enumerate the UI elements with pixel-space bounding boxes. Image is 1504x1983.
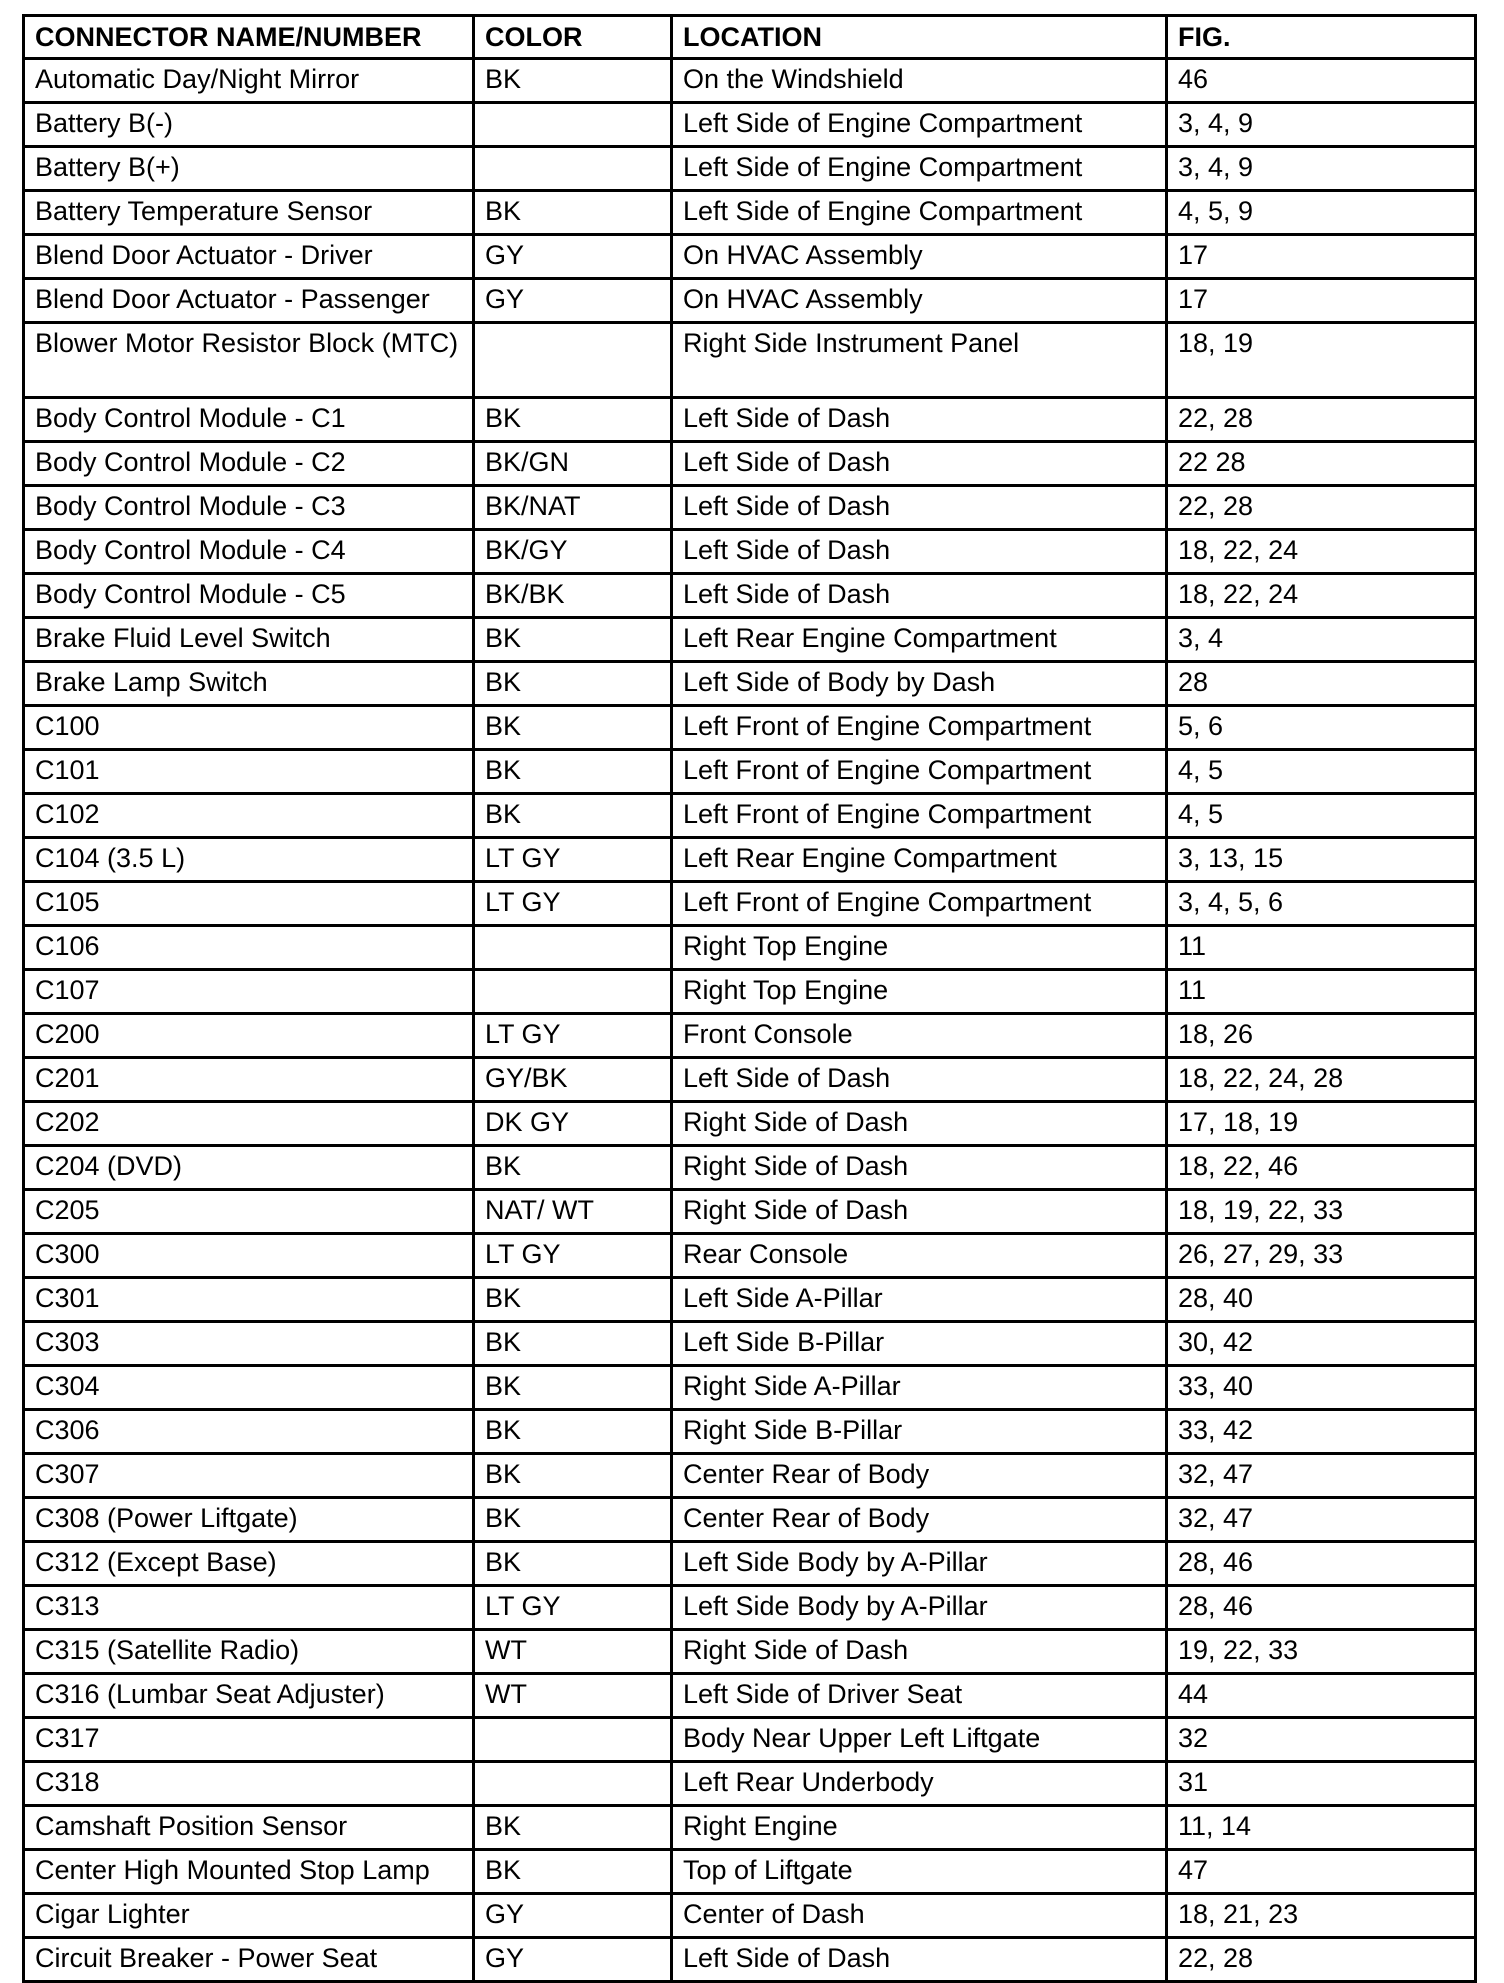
cell-location: Left Side A-Pillar [672,1278,1167,1322]
cell-location: Right Side of Dash [672,1146,1167,1190]
cell-location: Left Side of Dash [672,442,1167,486]
cell-color: BK [474,1366,672,1410]
cell-fig: 11 [1167,926,1476,970]
table-row [24,103,1476,147]
cell-location: Left Rear Underbody [672,1762,1167,1806]
table-row [24,794,1476,838]
cell-fig: 4, 5 [1167,750,1476,794]
cell-color [474,926,672,970]
cell-location: Left Side of Dash [672,1938,1167,1982]
cell-fig: 31 [1167,1762,1476,1806]
cell-fig: 32, 47 [1167,1498,1476,1542]
cell-connector-name: C316 (Lumbar Seat Adjuster) [24,1674,474,1718]
cell-location: Left Front of Engine Compartment [672,794,1167,838]
table-row [24,926,1476,970]
cell-color: BK [474,1850,672,1894]
table-row [24,530,1476,574]
cell-fig: 18, 19, 22, 33 [1167,1190,1476,1234]
cell-connector-name: Battery B(+) [24,147,474,191]
table-row [24,1014,1476,1058]
cell-connector-name: C318 [24,1762,474,1806]
cell-location: Center of Dash [672,1894,1167,1938]
cell-fig: 26, 27, 29, 33 [1167,1234,1476,1278]
cell-fig: 4, 5, 9 [1167,191,1476,235]
cell-fig: 19, 22, 33 [1167,1630,1476,1674]
cell-location: Left Side of Dash [672,398,1167,442]
cell-location: On HVAC Assembly [672,279,1167,323]
cell-location: Right Side A-Pillar [672,1366,1167,1410]
cell-connector-name: Body Control Module - C1 [24,398,474,442]
cell-color: GY [474,1938,672,1982]
cell-fig: 30, 42 [1167,1322,1476,1366]
cell-connector-name: Body Control Module - C3 [24,486,474,530]
table-row [24,750,1476,794]
table-row [24,398,1476,442]
cell-color: BK [474,1806,672,1850]
cell-fig: 18, 22, 24 [1167,574,1476,618]
cell-connector-name: C201 [24,1058,474,1102]
cell-connector-name: Brake Fluid Level Switch [24,618,474,662]
cell-connector-name: Battery B(-) [24,103,474,147]
table-row [24,279,1476,323]
table-row [24,1146,1476,1190]
cell-fig: 18, 22, 46 [1167,1146,1476,1190]
cell-color [474,970,672,1014]
cell-location: Left Side Body by A-Pillar [672,1586,1167,1630]
cell-location: Body Near Upper Left Liftgate [672,1718,1167,1762]
cell-connector-name: C317 [24,1718,474,1762]
table-row [24,147,1476,191]
cell-fig: 3, 4, 5, 6 [1167,882,1476,926]
cell-connector-name: C300 [24,1234,474,1278]
cell-color: GY [474,235,672,279]
table-row [24,442,1476,486]
cell-connector-name: Blend Door Actuator - Passenger [24,279,474,323]
cell-connector-name: C100 [24,706,474,750]
table-row [24,486,1476,530]
cell-color: LT GY [474,882,672,926]
cell-location: Left Side of Dash [672,574,1167,618]
cell-color: GY [474,279,672,323]
cell-connector-name: C204 (DVD) [24,1146,474,1190]
table-row [24,1454,1476,1498]
cell-color: BK [474,1146,672,1190]
cell-location: Right Side of Dash [672,1630,1167,1674]
table-row [24,1322,1476,1366]
cell-fig: 18, 21, 23 [1167,1894,1476,1938]
cell-location: On HVAC Assembly [672,235,1167,279]
cell-color: BK [474,662,672,706]
cell-fig: 3, 4 [1167,618,1476,662]
cell-color: BK [474,191,672,235]
cell-connector-name: Body Control Module - C4 [24,530,474,574]
cell-location: Right Top Engine [672,926,1167,970]
cell-connector-name: C200 [24,1014,474,1058]
cell-connector-name: Blend Door Actuator - Driver [24,235,474,279]
cell-location: On the Windshield [672,59,1167,103]
header-fig: FIG. [1167,16,1476,59]
cell-connector-name: Camshaft Position Sensor [24,1806,474,1850]
header-connector-name: CONNECTOR NAME/NUMBER [24,16,474,59]
cell-location: Right Side of Dash [672,1190,1167,1234]
cell-location: Left Side of Driver Seat [672,1674,1167,1718]
cell-fig: 28, 46 [1167,1586,1476,1630]
cell-connector-name: Blower Motor Resistor Block (MTC) [24,323,474,398]
cell-fig: 33, 40 [1167,1366,1476,1410]
cell-connector-name: C106 [24,926,474,970]
cell-connector-name: C105 [24,882,474,926]
table-row [24,59,1476,103]
cell-color: BK [474,750,672,794]
table-row [24,1542,1476,1586]
cell-color: BK [474,1278,672,1322]
cell-connector-name: Automatic Day/Night Mirror [24,59,474,103]
cell-connector-name: C205 [24,1190,474,1234]
cell-connector-name: C301 [24,1278,474,1322]
cell-color: BK/BK [474,574,672,618]
cell-connector-name: Brake Lamp Switch [24,662,474,706]
cell-fig: 17 [1167,235,1476,279]
cell-location: Right Side B-Pillar [672,1410,1167,1454]
cell-location: Front Console [672,1014,1167,1058]
cell-fig: 44 [1167,1674,1476,1718]
cell-color: BK [474,1410,672,1454]
cell-location: Left Side of Engine Compartment [672,191,1167,235]
cell-color: BK [474,706,672,750]
cell-location: Left Front of Engine Compartment [672,750,1167,794]
cell-connector-name: C102 [24,794,474,838]
cell-fig: 11, 14 [1167,1806,1476,1850]
table-row [24,706,1476,750]
table-body [24,59,1476,1982]
cell-fig: 18, 26 [1167,1014,1476,1058]
cell-location: Left Side of Dash [672,530,1167,574]
cell-color [474,323,672,398]
cell-location: Center Rear of Body [672,1498,1167,1542]
cell-color: BK [474,1322,672,1366]
cell-fig: 18, 22, 24, 28 [1167,1058,1476,1102]
cell-connector-name: C304 [24,1366,474,1410]
table-row [24,1410,1476,1454]
cell-color: LT GY [474,1014,672,1058]
table-row [24,323,1476,398]
table-row [24,970,1476,1014]
cell-fig: 17, 18, 19 [1167,1102,1476,1146]
cell-connector-name: C101 [24,750,474,794]
cell-color [474,1762,672,1806]
table-row [24,1278,1476,1322]
cell-connector-name: C308 (Power Liftgate) [24,1498,474,1542]
cell-connector-name: Center High Mounted Stop Lamp [24,1850,474,1894]
cell-color: WT [474,1674,672,1718]
table-row [24,1586,1476,1630]
table-row [24,191,1476,235]
cell-connector-name: Battery Temperature Sensor [24,191,474,235]
cell-fig: 28 [1167,662,1476,706]
cell-color: BK/NAT [474,486,672,530]
cell-fig: 18, 19 [1167,323,1476,398]
cell-color [474,147,672,191]
cell-location: Left Rear Engine Compartment [672,838,1167,882]
cell-fig: 17 [1167,279,1476,323]
cell-connector-name: C313 [24,1586,474,1630]
connector-table [22,14,1477,1983]
cell-fig: 22 28 [1167,442,1476,486]
cell-color: BK [474,59,672,103]
table-row [24,1058,1476,1102]
cell-location: Left Side of Engine Compartment [672,103,1167,147]
cell-fig: 46 [1167,59,1476,103]
cell-color: GY/BK [474,1058,672,1102]
cell-location: Right Side of Dash [672,1102,1167,1146]
cell-fig: 22, 28 [1167,486,1476,530]
table-row [24,1718,1476,1762]
cell-location: Right Engine [672,1806,1167,1850]
cell-color: BK/GY [474,530,672,574]
cell-location: Left Rear Engine Compartment [672,618,1167,662]
cell-location: Right Top Engine [672,970,1167,1014]
cell-color: LT GY [474,1586,672,1630]
cell-color: LT GY [474,1234,672,1278]
cell-color: BK [474,794,672,838]
cell-fig: 3, 4, 9 [1167,147,1476,191]
cell-color: BK [474,618,672,662]
cell-color: BK [474,398,672,442]
cell-color: WT [474,1630,672,1674]
table-row [24,1938,1476,1982]
cell-location: Center Rear of Body [672,1454,1167,1498]
table-header [24,16,1476,59]
cell-color: DK GY [474,1102,672,1146]
cell-location: Right Side Instrument Panel [672,323,1167,398]
cell-location: Left Front of Engine Compartment [672,706,1167,750]
cell-fig: 5, 6 [1167,706,1476,750]
header-row [24,16,1476,59]
cell-connector-name: C306 [24,1410,474,1454]
table-row [24,1630,1476,1674]
cell-connector-name: C315 (Satellite Radio) [24,1630,474,1674]
cell-fig: 3, 4, 9 [1167,103,1476,147]
cell-fig: 11 [1167,970,1476,1014]
table-row [24,662,1476,706]
cell-color: BK/GN [474,442,672,486]
table-row [24,1806,1476,1850]
cell-location: Left Side of Dash [672,1058,1167,1102]
cell-connector-name: C303 [24,1322,474,1366]
cell-fig: 28, 40 [1167,1278,1476,1322]
table-row [24,235,1476,279]
cell-color [474,1718,672,1762]
table-row [24,1894,1476,1938]
cell-connector-name: C104 (3.5 L) [24,838,474,882]
cell-connector-name: Cigar Lighter [24,1894,474,1938]
cell-color: NAT/ WT [474,1190,672,1234]
cell-fig: 47 [1167,1850,1476,1894]
header-color: COLOR [474,16,672,59]
table-row [24,882,1476,926]
cell-color: BK [474,1542,672,1586]
cell-location: Left Side of Engine Compartment [672,147,1167,191]
cell-location: Left Side of Body by Dash [672,662,1167,706]
cell-color [474,103,672,147]
cell-fig: 22, 28 [1167,398,1476,442]
cell-fig: 4, 5 [1167,794,1476,838]
cell-connector-name: C107 [24,970,474,1014]
cell-location: Left Side Body by A-Pillar [672,1542,1167,1586]
cell-connector-name: C307 [24,1454,474,1498]
cell-connector-name: C312 (Except Base) [24,1542,474,1586]
header-location: LOCATION [672,16,1167,59]
cell-location: Left Side of Dash [672,486,1167,530]
cell-fig: 3, 13, 15 [1167,838,1476,882]
table-row [24,1190,1476,1234]
table-row [24,1366,1476,1410]
cell-fig: 32 [1167,1718,1476,1762]
cell-fig: 32, 47 [1167,1454,1476,1498]
table-row [24,1234,1476,1278]
cell-location: Top of Liftgate [672,1850,1167,1894]
table-row [24,1850,1476,1894]
cell-connector-name: C202 [24,1102,474,1146]
table-row [24,1674,1476,1718]
table-row [24,574,1476,618]
cell-location: Rear Console [672,1234,1167,1278]
cell-location: Left Front of Engine Compartment [672,882,1167,926]
table-row [24,1762,1476,1806]
table-row [24,618,1476,662]
cell-fig: 28, 46 [1167,1542,1476,1586]
cell-fig: 18, 22, 24 [1167,530,1476,574]
cell-color: LT GY [474,838,672,882]
table-row [24,838,1476,882]
cell-color: BK [474,1454,672,1498]
cell-fig: 22, 28 [1167,1938,1476,1982]
cell-connector-name: Circuit Breaker - Power Seat [24,1938,474,1982]
cell-connector-name: Body Control Module - C5 [24,574,474,618]
table-row [24,1102,1476,1146]
table-row [24,1498,1476,1542]
cell-color: BK [474,1498,672,1542]
cell-location: Left Side B-Pillar [672,1322,1167,1366]
cell-connector-name: Body Control Module - C2 [24,442,474,486]
cell-color: GY [474,1894,672,1938]
cell-fig: 33, 42 [1167,1410,1476,1454]
